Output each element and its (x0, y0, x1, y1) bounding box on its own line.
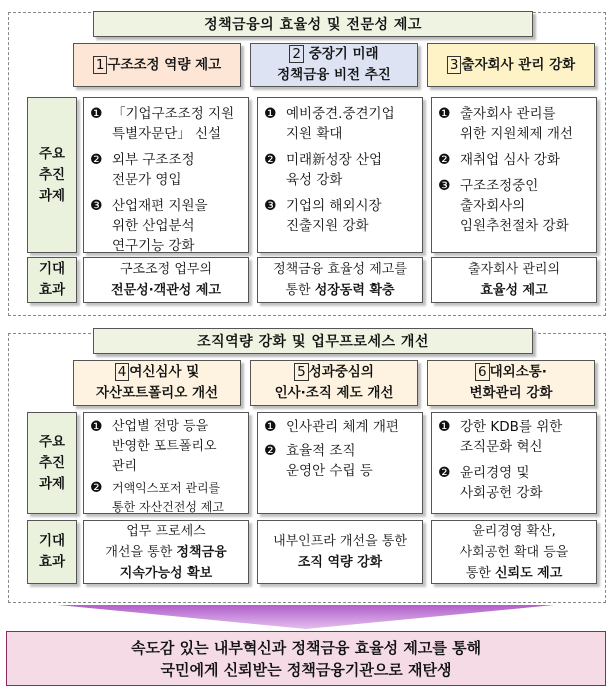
tasks-col-5 (257, 412, 423, 514)
tasks-label: 주요 추진 과제 (27, 97, 77, 253)
column-head-3: 3 출자회사 관리 강화 (427, 43, 595, 87)
final-line-1: 속도감 있는 내부혁신과 정책금융 효율성 제고를 통해 (130, 638, 482, 657)
section-title: 조직역량 강화 및 업무프로세스 개선 (93, 328, 533, 354)
effect-label: 기대 효과 (27, 520, 77, 584)
task-item: ❸ 구조조정중인 출자회사의 임원추천절차 강화 (438, 178, 569, 234)
task-item: ❷ 효율적 조직 운영안 수립 등 (264, 443, 373, 479)
effect-col-4: 업무 프로세스 개선을 통한 정책금융 지속가능성 확보 (83, 520, 249, 584)
num-box: 5 (294, 363, 309, 381)
column-head-6: 6 대외소통· 변화관리 강화 (427, 360, 595, 406)
effect-col-2: 정책금융 효율성 제고를 통한 성장동력 확충 (257, 257, 423, 303)
effect-label: 기대 효과 (27, 257, 77, 303)
effect-col-1: 구조조정 업무의 전문성·객관성 제고 (83, 257, 249, 303)
column-head-1: 1 구조조정 역량 제고 (73, 43, 241, 87)
effect-col-6: 윤리경영 확산, 사회공헌 확대 등을 통한 신뢰도 제고 (431, 520, 597, 584)
task-item: ❶ 「기업구조조정 지원 특별자문단」 신설 (90, 106, 235, 142)
task-item: ❷ 재취업 심사 강화 (438, 152, 560, 168)
column-head-5: 5 성과중심의 인사·조직 제도 개선 (250, 360, 418, 406)
num-box: 2 (289, 45, 304, 63)
task-item: ❶ 강한 KDB를 위한 조직문화 혁신 (438, 419, 563, 455)
task-item: ❶ 출자회사 관리를 위한 지원체제 개선 (438, 106, 573, 142)
task-item: ❷ 외부 구조조정 전문가 영입 (90, 152, 195, 188)
section-efficiency (8, 12, 606, 316)
column-head-2: 2 중장기 미래 정책금융 비전 추진 (250, 43, 418, 87)
task-item: ❷ 윤리경영 및 사회공헌 강화 (438, 465, 543, 501)
task-item: ❶ 예비중견.중견기업 지원 확대 (264, 106, 395, 142)
num-box: 6 (475, 363, 490, 381)
task-item: ❶ 인사관리 체계 개편 (264, 419, 399, 435)
tasks-label: 주요 추진 과제 (27, 412, 77, 514)
task-item: ❶ 산업별 전망 등을 반영한 포트폴리오 관리 (90, 419, 217, 474)
column-head-4: 4 여신심사 및 자산포트폴리오 개선 (73, 360, 241, 406)
tasks-col-6 (431, 412, 597, 514)
task-item: ❷ 거액익스포저 관리를 통한 자산건전성 제고 (90, 480, 224, 514)
num-box: 3 (447, 56, 462, 74)
down-arrow-icon (58, 605, 554, 629)
tasks-col-1 (83, 97, 249, 253)
effect-col-3: 출자회사 관리의 효율성 제고 (431, 257, 597, 303)
tasks-col-3 (431, 97, 597, 253)
section-title: 정책금융의 효율성 및 전문성 제고 (93, 11, 533, 37)
task-item: ❷ 미래新성장 산업 육성 강화 (264, 152, 383, 188)
task-item: ❸ 산업재편 지원을 위한 산업분석 연구기능 강화 (90, 198, 208, 254)
final-line-2: 국민에게 신뢰받는 정책금융기관으로 재탄생 (160, 660, 452, 679)
num-box: 4 (115, 363, 130, 381)
effect-col-5: 내부인프라 개선을 통한 조직 역량 강화 (257, 520, 423, 584)
tasks-col-2 (257, 97, 423, 253)
final-goal-box (6, 631, 606, 686)
section-organization (8, 333, 606, 603)
tasks-col-4 (83, 412, 249, 514)
num-box: 1 (93, 56, 108, 74)
task-item: ❸ 기업의 해외시장 진출지원 강화 (264, 198, 382, 234)
